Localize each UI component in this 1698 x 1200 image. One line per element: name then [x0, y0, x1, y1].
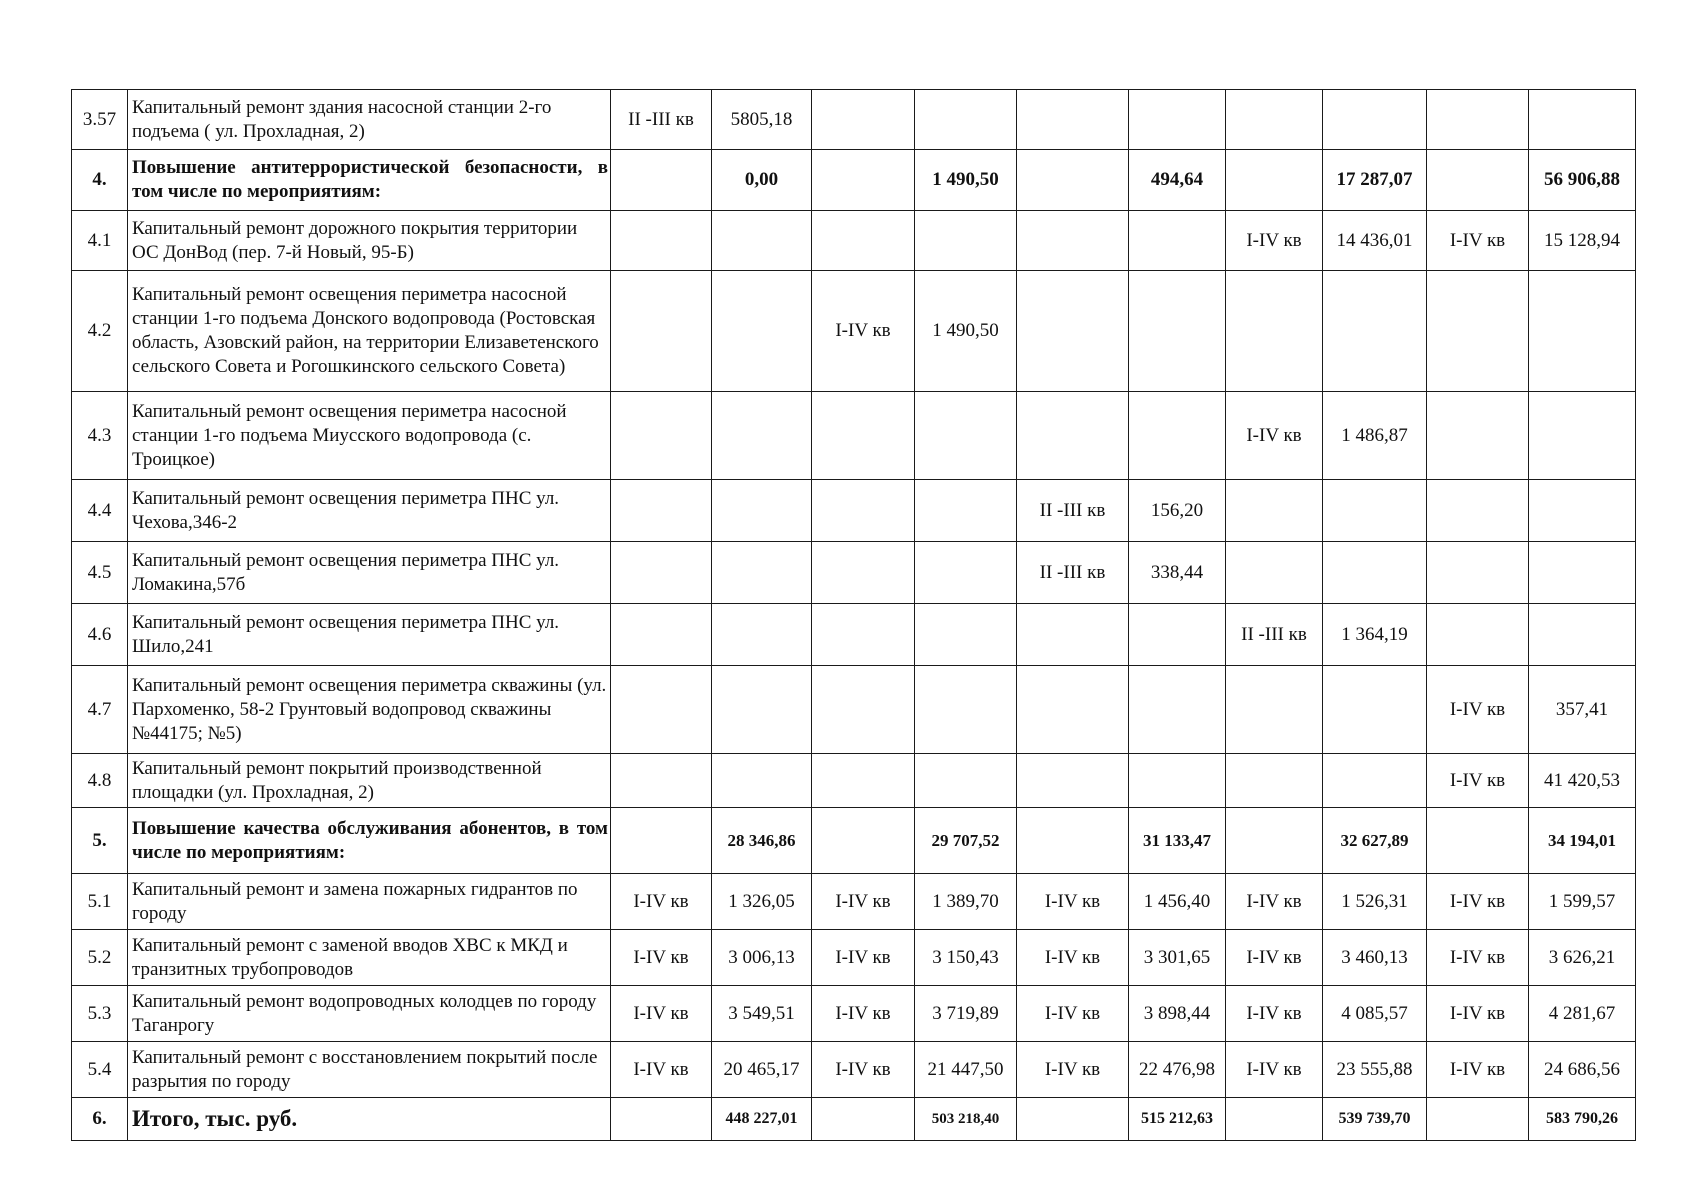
- period-year-2: [812, 808, 915, 874]
- amount-year-2: [915, 604, 1017, 666]
- amount-year-4: [1323, 480, 1427, 542]
- period-year-3: I-IV кв: [1017, 930, 1129, 986]
- amount-year-5: [1529, 542, 1636, 604]
- item-number: 4.4: [72, 480, 128, 542]
- period-year-3: [1017, 1098, 1129, 1141]
- period-year-4: I-IV кв: [1226, 1042, 1323, 1098]
- period-year-5: I-IV кв: [1427, 666, 1529, 754]
- period-year-1: [611, 480, 712, 542]
- amount-year-5: 4 281,67: [1529, 986, 1636, 1042]
- period-year-1: [611, 754, 712, 808]
- period-year-1: [611, 542, 712, 604]
- period-year-3: I-IV кв: [1017, 986, 1129, 1042]
- period-year-4: [1226, 754, 1323, 808]
- item-number: 4.1: [72, 211, 128, 271]
- table-row: [72, 542, 1636, 604]
- period-year-2: I-IV кв: [812, 930, 915, 986]
- item-number: 5.3: [72, 986, 128, 1042]
- period-year-5: [1427, 480, 1529, 542]
- amount-year-2: 1 389,70: [915, 874, 1017, 930]
- item-description: Повышение качества обслуживания абонентов, в том числе по мероприятиям:: [128, 808, 611, 874]
- period-year-2: [812, 604, 915, 666]
- amount-year-2: [915, 211, 1017, 271]
- amount-year-3: [1129, 666, 1226, 754]
- item-description: Капитальный ремонт с заменой вводов ХВС к МКД и транзитных трубопроводов: [128, 930, 611, 986]
- period-year-4: [1226, 542, 1323, 604]
- amount-year-4: 23 555,88: [1323, 1042, 1427, 1098]
- table-row: [72, 1042, 1636, 1098]
- item-number: 4.8: [72, 754, 128, 808]
- period-year-1: I-IV кв: [611, 986, 712, 1042]
- period-year-3: [1017, 754, 1129, 808]
- period-year-4: I-IV кв: [1226, 930, 1323, 986]
- period-year-3: [1017, 90, 1129, 150]
- amount-year-3: 22 476,98: [1129, 1042, 1226, 1098]
- period-year-3: [1017, 666, 1129, 754]
- amount-year-5: [1529, 392, 1636, 480]
- period-year-1: [611, 808, 712, 874]
- amount-year-1: 1 326,05: [712, 874, 812, 930]
- period-year-1: [611, 1098, 712, 1141]
- amount-year-4: 1 526,31: [1323, 874, 1427, 930]
- amount-year-1: 3 006,13: [712, 930, 812, 986]
- amount-year-1: 28 346,86: [712, 808, 812, 874]
- period-year-2: I-IV кв: [812, 874, 915, 930]
- investment-program-table: [71, 89, 1636, 1141]
- period-year-2: [812, 754, 915, 808]
- amount-year-3: [1129, 90, 1226, 150]
- amount-year-5: 34 194,01: [1529, 808, 1636, 874]
- table-row: [72, 90, 1636, 150]
- amount-year-5: [1529, 90, 1636, 150]
- item-description: Капитальный ремонт освещения периметра насосной станции 1-го подъема Миусского водопровода (с. Троицкое): [128, 392, 611, 480]
- period-year-3: II -III кв: [1017, 542, 1129, 604]
- amount-year-4: [1323, 271, 1427, 392]
- period-year-1: I-IV кв: [611, 874, 712, 930]
- table-row: [72, 754, 1636, 808]
- amount-year-5: 1 599,57: [1529, 874, 1636, 930]
- period-year-5: [1427, 808, 1529, 874]
- amount-year-3: 1 456,40: [1129, 874, 1226, 930]
- amount-year-2: [915, 480, 1017, 542]
- amount-year-3: [1129, 392, 1226, 480]
- table-row: [72, 666, 1636, 754]
- amount-year-3: 494,64: [1129, 150, 1226, 211]
- period-year-4: I-IV кв: [1226, 986, 1323, 1042]
- table-row: [72, 874, 1636, 930]
- amount-year-1: 20 465,17: [712, 1042, 812, 1098]
- section-row: [72, 150, 1636, 211]
- period-year-5: I-IV кв: [1427, 930, 1529, 986]
- period-year-1: [611, 666, 712, 754]
- amount-year-3: [1129, 604, 1226, 666]
- item-description: Капитальный ремонт освещения периметра ПНС ул. Шило,241: [128, 604, 611, 666]
- amount-year-4: [1323, 666, 1427, 754]
- amount-year-1: [712, 211, 812, 271]
- amount-year-1: 5805,18: [712, 90, 812, 150]
- period-year-5: [1427, 90, 1529, 150]
- period-year-4: [1226, 480, 1323, 542]
- period-year-2: [812, 1098, 915, 1141]
- period-year-2: [812, 211, 915, 271]
- period-year-3: [1017, 150, 1129, 211]
- table-row: [72, 480, 1636, 542]
- item-description: Итого, тыс. руб.: [128, 1098, 611, 1141]
- period-year-4: [1226, 271, 1323, 392]
- table-row: [72, 271, 1636, 392]
- period-year-5: I-IV кв: [1427, 1042, 1529, 1098]
- period-year-5: I-IV кв: [1427, 986, 1529, 1042]
- amount-year-5: 583 790,26: [1529, 1098, 1636, 1141]
- amount-year-2: [915, 90, 1017, 150]
- period-year-4: I-IV кв: [1226, 392, 1323, 480]
- period-year-5: [1427, 542, 1529, 604]
- amount-year-2: 503 218,40: [915, 1098, 1017, 1141]
- period-year-5: [1427, 604, 1529, 666]
- period-year-5: [1427, 150, 1529, 211]
- amount-year-2: 21 447,50: [915, 1042, 1017, 1098]
- amount-year-3: 31 133,47: [1129, 808, 1226, 874]
- period-year-5: [1427, 1098, 1529, 1141]
- period-year-1: [611, 150, 712, 211]
- period-year-4: [1226, 666, 1323, 754]
- amount-year-5: 3 626,21: [1529, 930, 1636, 986]
- amount-year-5: 56 906,88: [1529, 150, 1636, 211]
- amount-year-1: 3 549,51: [712, 986, 812, 1042]
- amount-year-1: [712, 480, 812, 542]
- item-number: 5.: [72, 808, 128, 874]
- amount-year-5: 15 128,94: [1529, 211, 1636, 271]
- amount-year-2: 1 490,50: [915, 271, 1017, 392]
- item-description: Капитальный ремонт и замена пожарных гидрантов по городу: [128, 874, 611, 930]
- item-description: Капитальный ремонт освещения периметра ПНС ул. Ломакина,57б: [128, 542, 611, 604]
- period-year-1: [611, 211, 712, 271]
- period-year-3: [1017, 808, 1129, 874]
- period-year-5: [1427, 271, 1529, 392]
- item-number: 4.5: [72, 542, 128, 604]
- amount-year-2: [915, 392, 1017, 480]
- period-year-2: [812, 480, 915, 542]
- item-description: Капитальный ремонт освещения периметра ПНС ул. Чехова,346-2: [128, 480, 611, 542]
- period-year-1: II -III кв: [611, 90, 712, 150]
- period-year-2: [812, 150, 915, 211]
- amount-year-4: 17 287,07: [1323, 150, 1427, 211]
- period-year-1: I-IV кв: [611, 1042, 712, 1098]
- item-description: Капитальный ремонт дорожного покрытия территории ОС ДонВод (пер. 7-й Новый, 95-Б): [128, 211, 611, 271]
- amount-year-3: [1129, 754, 1226, 808]
- amount-year-3: 156,20: [1129, 480, 1226, 542]
- amount-year-1: [712, 754, 812, 808]
- period-year-5: I-IV кв: [1427, 874, 1529, 930]
- item-number: 4.3: [72, 392, 128, 480]
- amount-year-1: [712, 542, 812, 604]
- item-description: Повышение антитеррористической безопасности, в том числе по мероприятиям:: [128, 150, 611, 211]
- amount-year-5: 24 686,56: [1529, 1042, 1636, 1098]
- period-year-2: I-IV кв: [812, 986, 915, 1042]
- amount-year-5: 41 420,53: [1529, 754, 1636, 808]
- period-year-5: I-IV кв: [1427, 754, 1529, 808]
- amount-year-4: 1 486,87: [1323, 392, 1427, 480]
- period-year-5: I-IV кв: [1427, 211, 1529, 271]
- period-year-3: I-IV кв: [1017, 1042, 1129, 1098]
- amount-year-4: 14 436,01: [1323, 211, 1427, 271]
- amount-year-4: [1323, 542, 1427, 604]
- amount-year-3: [1129, 271, 1226, 392]
- amount-year-4: 4 085,57: [1323, 986, 1427, 1042]
- amount-year-2: [915, 666, 1017, 754]
- period-year-1: [611, 271, 712, 392]
- amount-year-5: [1529, 604, 1636, 666]
- amount-year-3: 3 898,44: [1129, 986, 1226, 1042]
- period-year-2: [812, 542, 915, 604]
- item-number: 4.2: [72, 271, 128, 392]
- amount-year-2: 3 719,89: [915, 986, 1017, 1042]
- amount-year-3: 338,44: [1129, 542, 1226, 604]
- item-number: 5.2: [72, 930, 128, 986]
- period-year-3: [1017, 271, 1129, 392]
- amount-year-1: [712, 271, 812, 392]
- total-row: [72, 1098, 1636, 1141]
- amount-year-1: 0,00: [712, 150, 812, 211]
- amount-year-1: 448 227,01: [712, 1098, 812, 1141]
- period-year-3: II -III кв: [1017, 480, 1129, 542]
- item-description: Капитальный ремонт покрытий производственной площадки (ул. Прохладная, 2): [128, 754, 611, 808]
- amount-year-4: 1 364,19: [1323, 604, 1427, 666]
- period-year-5: [1427, 392, 1529, 480]
- amount-year-4: [1323, 754, 1427, 808]
- period-year-1: [611, 392, 712, 480]
- amount-year-4: 3 460,13: [1323, 930, 1427, 986]
- period-year-4: I-IV кв: [1226, 874, 1323, 930]
- amount-year-1: [712, 604, 812, 666]
- amount-year-5: 357,41: [1529, 666, 1636, 754]
- item-description: Капитальный ремонт здания насосной станции 2-го подъема ( ул. Прохладная, 2): [128, 90, 611, 150]
- amount-year-1: [712, 666, 812, 754]
- amount-year-2: [915, 542, 1017, 604]
- amount-year-3: [1129, 211, 1226, 271]
- period-year-4: I-IV кв: [1226, 211, 1323, 271]
- table-row: [72, 604, 1636, 666]
- item-number: 5.4: [72, 1042, 128, 1098]
- item-number: 3.57: [72, 90, 128, 150]
- amount-year-3: 3 301,65: [1129, 930, 1226, 986]
- amount-year-3: 515 212,63: [1129, 1098, 1226, 1141]
- amount-year-4: 539 739,70: [1323, 1098, 1427, 1141]
- period-year-2: [812, 666, 915, 754]
- period-year-4: [1226, 150, 1323, 211]
- period-year-1: I-IV кв: [611, 930, 712, 986]
- item-number: 4.6: [72, 604, 128, 666]
- table-row: [72, 392, 1636, 480]
- table-row: [72, 211, 1636, 271]
- item-description: Капитальный ремонт освещения периметра насосной станции 1-го подъема Донского водопровода (Ростовская область, Азовский район, на территории Елизаветенского сельского Совета и Рогошкинского сельского Совета): [128, 271, 611, 392]
- period-year-2: [812, 392, 915, 480]
- period-year-4: [1226, 90, 1323, 150]
- period-year-4: [1226, 808, 1323, 874]
- period-year-2: I-IV кв: [812, 271, 915, 392]
- amount-year-5: [1529, 480, 1636, 542]
- item-description: Капитальный ремонт водопроводных колодцев по городу Таганрогу: [128, 986, 611, 1042]
- item-number: 4.: [72, 150, 128, 211]
- period-year-3: [1017, 604, 1129, 666]
- period-year-3: [1017, 392, 1129, 480]
- period-year-4: [1226, 1098, 1323, 1141]
- item-number: 6.: [72, 1098, 128, 1141]
- period-year-3: [1017, 211, 1129, 271]
- period-year-4: II -III кв: [1226, 604, 1323, 666]
- amount-year-1: [712, 392, 812, 480]
- amount-year-2: [915, 754, 1017, 808]
- table-row: [72, 930, 1636, 986]
- amount-year-4: 32 627,89: [1323, 808, 1427, 874]
- period-year-3: I-IV кв: [1017, 874, 1129, 930]
- item-number: 4.7: [72, 666, 128, 754]
- amount-year-2: 3 150,43: [915, 930, 1017, 986]
- amount-year-2: 1 490,50: [915, 150, 1017, 211]
- period-year-2: I-IV кв: [812, 1042, 915, 1098]
- item-description: Капитальный ремонт с восстановлением покрытий после разрытия по городу: [128, 1042, 611, 1098]
- item-number: 5.1: [72, 874, 128, 930]
- item-description: Капитальный ремонт освещения периметра скважины (ул. Пархоменко, 58-2 Грунтовый водопровод скважины №44175; №5): [128, 666, 611, 754]
- amount-year-2: 29 707,52: [915, 808, 1017, 874]
- period-year-1: [611, 604, 712, 666]
- amount-year-5: [1529, 271, 1636, 392]
- section-row: [72, 808, 1636, 874]
- table-row: [72, 986, 1636, 1042]
- amount-year-4: [1323, 90, 1427, 150]
- period-year-2: [812, 90, 915, 150]
